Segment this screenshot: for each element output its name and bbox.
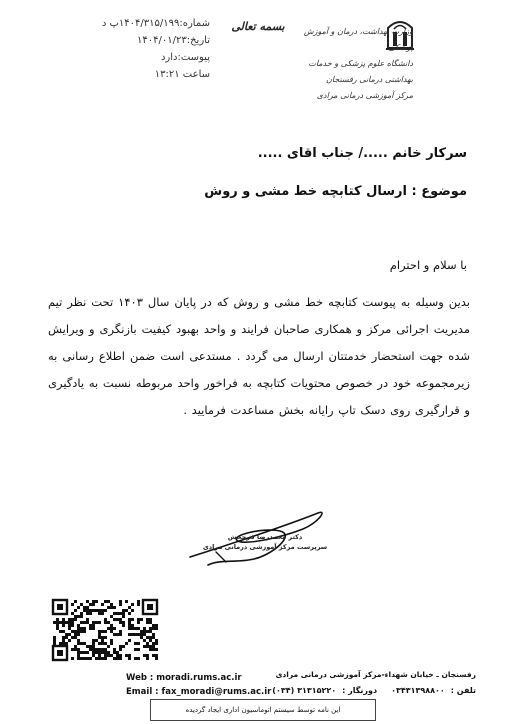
attachment-note: پیوست:دارد (160, 52, 210, 63)
signer-block (190, 532, 340, 552)
phone-number: ۰۳۴۳۱۳۹۸۸۰۰ (391, 686, 445, 695)
fax-number: ۳۱۳۱۵۲۲۰ (۰۳۴) (272, 686, 337, 695)
addressee-line: سرکار خانم ...../ جناب اقای ..... (257, 146, 467, 161)
fax-label: دورنگار : (342, 686, 378, 695)
letter-number-label: شماره: (179, 18, 210, 29)
university-name: دانشگاه علوم پزشکی و خدمات بهداشتی درمانی رفسنجان (308, 59, 413, 84)
document-meta (90, 15, 210, 83)
letter-date-value: ۱۴۰۴/۰۱/۲۳ (137, 35, 187, 46)
letter-time: ساعت ۱۳:۲۱ (154, 69, 210, 80)
basmala-heading: بسمه تعالی (231, 20, 285, 33)
letter-body: بدین وسیله به پیوست کتابچه خط مشی و روش که در پایان سال ۱۴۰۳ تحت نظر تیم مدیریت اجرائی مرکز و همکاری صاحبان فرایند و واحد بهبود کیفیت بازنگری و ویرایش شده جهت استحضار خدمتتان ارسال می گردد . مستدعی است ضمن اطلاع رسانی به زیرمجموعه خود در خصوص محتویات کتابچه به فراخور واحد مربوطه نسبت به یادگیری و قرارگیری روی دسک تاپ رایانه بخش مساعدت فرمایید . (48, 295, 471, 417)
letter-date (90, 32, 210, 49)
greeting-line: با سلام و احترام (389, 258, 467, 272)
subject-line: موضوع : ارسال کتابچه خط مشی و روش (204, 184, 467, 199)
automation-system-note: این نامه توسط سیستم اتوماسیون اداری ایجاد گردیده (150, 699, 376, 721)
website-link[interactable]: Web : moradi.rums.ac.ir (126, 673, 242, 683)
signer-title: سرپرست مرکز آموزشی درمانی مرادی (202, 543, 328, 551)
organization-names (300, 24, 475, 104)
qr-code (51, 598, 159, 662)
letter-number-value: ۱۴۰۴/۳۱۵/۱۹۹پ د (101, 18, 180, 29)
ministry-name: وزارت بهداشت، درمان و آموزش پزشکی (303, 27, 413, 52)
signer-name: دکتر محمدرضا فرجخش (227, 533, 303, 541)
letter-number (90, 15, 210, 32)
phone-label: تلفن : (450, 686, 476, 695)
center-name: مرکز آموزشی درمانی مرادی (316, 91, 413, 100)
contact-numbers (236, 686, 476, 695)
letter-date-label: تاریخ: (186, 35, 210, 46)
email-link[interactable]: Email : fax_moradi@rums.ac.ir (126, 687, 272, 697)
postal-address: رفسنجان ـ خیابان شهداء-مرکز آموزشی درمانی مرادی (275, 670, 476, 679)
